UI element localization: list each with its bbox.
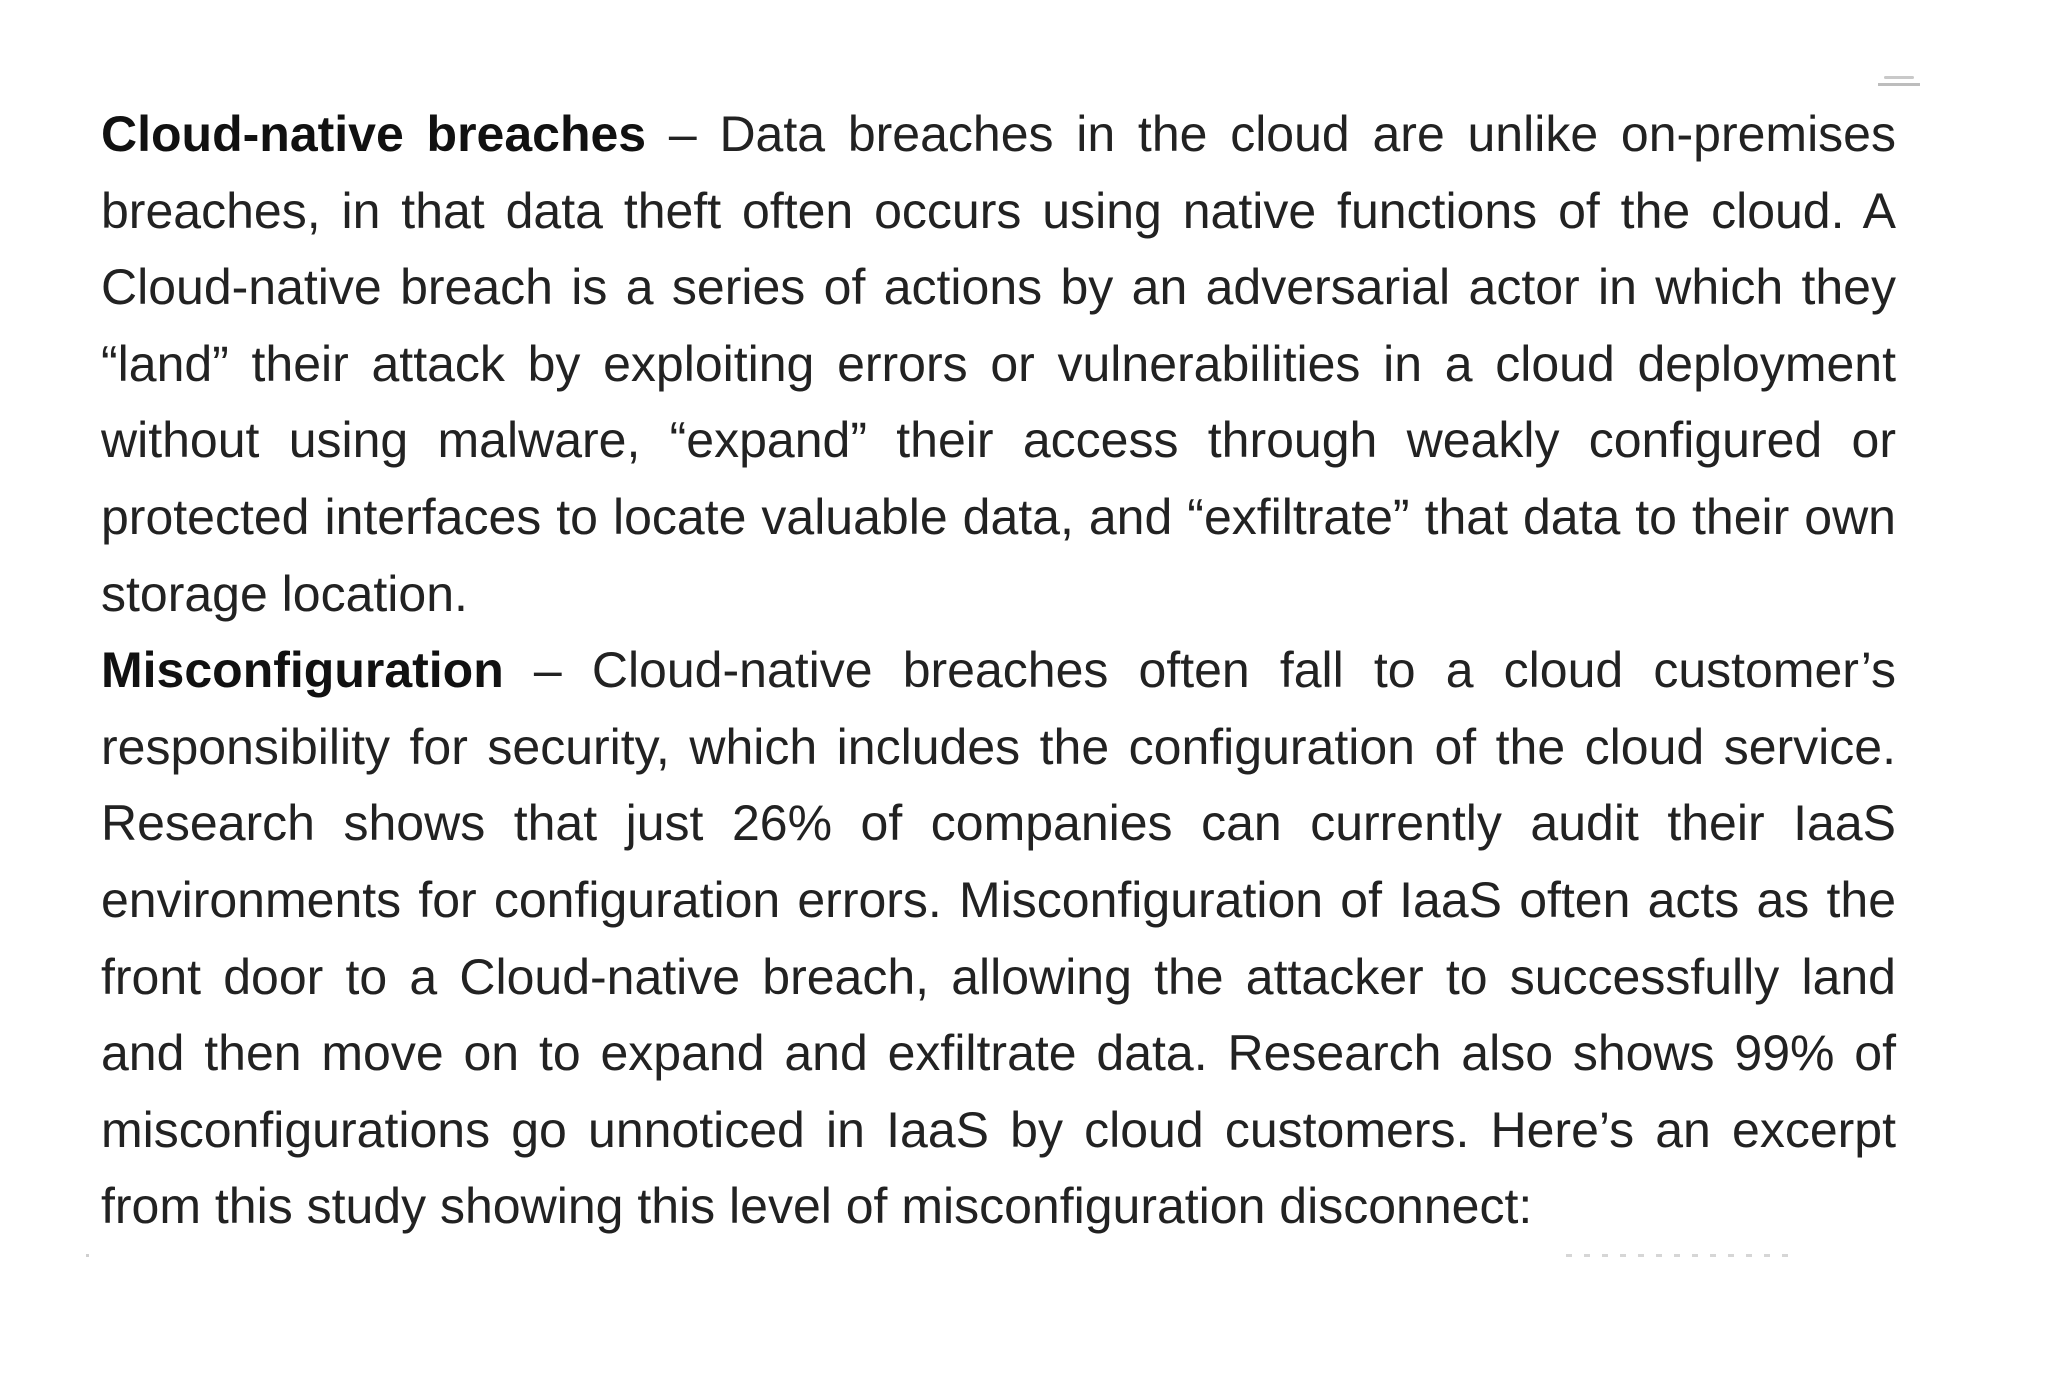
bottom-artifact-dot <box>86 1254 89 1257</box>
paragraph-separator: – <box>646 106 720 162</box>
paragraph-term: Misconfiguration <box>101 642 504 699</box>
paragraph-term: Cloud-native breaches <box>101 106 647 162</box>
scroll-indicator-bar-bottom <box>1878 83 1920 86</box>
paragraph-misconfiguration <box>101 632 1896 1245</box>
scroll-indicator-icon <box>1878 76 1920 88</box>
paragraph-body: Data breaches in the cloud are unlike on-premises breaches, in that data theft often occurs using native functions of the cloud. A Cloud-native breach is a series of actions by an adversarial actor in which they “land” their attack by exploiting errors or vulnerabilities in a cloud deployment without using malware, “expand” their access through weakly configured or protected interfaces to locate valuable data, and “exfiltrate” that data to their own storage location. <box>101 106 1896 622</box>
bottom-artifact-faint-text <box>1566 1254 1796 1257</box>
scroll-indicator-bar-top <box>1884 76 1914 79</box>
paragraph-separator: – <box>503 642 592 699</box>
document-body <box>101 96 1896 1245</box>
paragraph-cloud-native-breaches <box>101 96 1896 632</box>
paragraph-body: Cloud-native breaches often fall to a cloud customer’s responsibility for security, which includes the configuration of the cloud service. Research shows that just 26% of companies can currently audit their IaaS environments for configuration errors. Misconfiguration of IaaS often acts as the front door to a Cloud-native breach, allowing the attacker to successfully land and then move on to expand and exfiltrate data. Research also shows 99% of misconfigurations go unnoticed in IaaS by cloud customers. Here’s an excerpt from this study showing this level of misconfiguration disconnect: <box>101 642 1896 1235</box>
bottom-edge-artifact <box>86 1254 1806 1260</box>
